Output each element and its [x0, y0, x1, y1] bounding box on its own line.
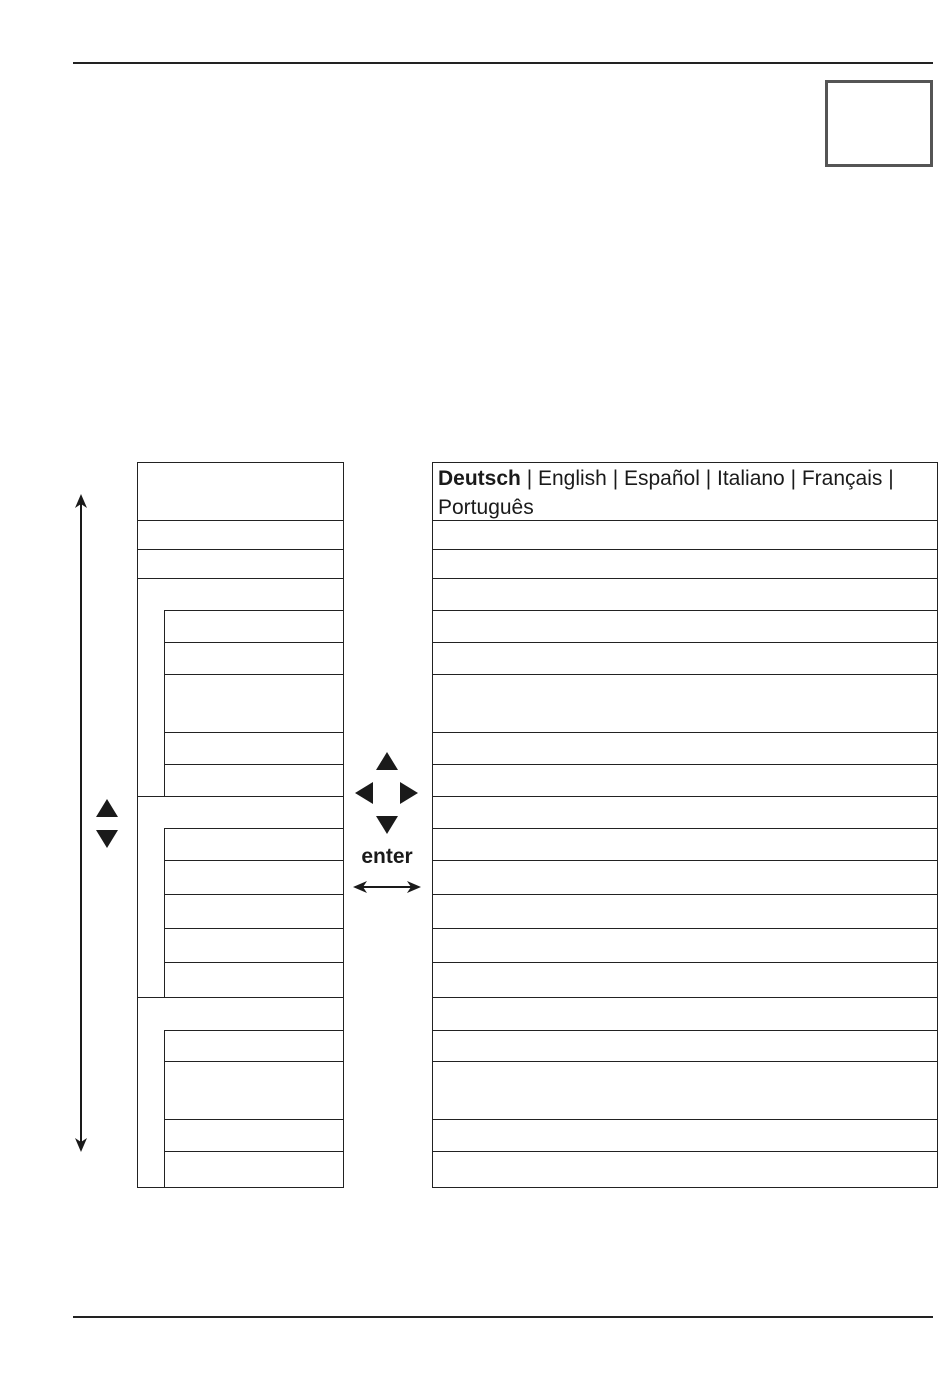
menu-row[interactable]	[137, 520, 344, 550]
value-row[interactable]	[432, 674, 938, 733]
horizontal-double-arrow-icon	[353, 880, 421, 894]
submenu-row[interactable]	[164, 732, 344, 765]
menu-row[interactable]	[137, 549, 344, 579]
value-row[interactable]	[432, 997, 938, 1031]
submenu-row[interactable]	[164, 828, 344, 861]
submenu-row[interactable]	[164, 860, 344, 895]
group-indent-line	[137, 578, 138, 797]
submenu-row[interactable]	[164, 928, 344, 963]
nav-right-icon[interactable]	[400, 782, 418, 804]
submenu-row[interactable]	[164, 764, 344, 797]
value-row[interactable]	[432, 1119, 938, 1152]
group-bottom-edge	[137, 1187, 165, 1188]
submenu-row[interactable]	[164, 1061, 344, 1120]
value-row[interactable]	[432, 610, 938, 643]
group-indent-line	[137, 796, 138, 998]
value-row[interactable]	[432, 860, 938, 895]
value-row[interactable]	[432, 642, 938, 675]
value-row[interactable]	[432, 1061, 938, 1120]
menu-row[interactable]	[137, 462, 344, 521]
down-triangle-icon[interactable]	[96, 830, 118, 848]
value-row[interactable]	[432, 1030, 938, 1062]
vertical-double-arrow-icon	[74, 494, 88, 1152]
enter-label[interactable]: enter	[361, 845, 413, 868]
language-option[interactable]: Español	[624, 467, 700, 490]
value-row[interactable]	[432, 828, 938, 861]
language-option-selected[interactable]: Deutsch	[438, 467, 521, 490]
menu-group-header[interactable]	[137, 796, 344, 829]
submenu-row[interactable]	[164, 962, 344, 998]
value-row[interactable]	[432, 732, 938, 765]
language-option[interactable]: Français	[801, 467, 883, 490]
language-option[interactable]: Português	[438, 496, 534, 519]
language-option[interactable]: English	[537, 467, 607, 490]
language-option[interactable]: Italiano	[717, 467, 785, 490]
value-row[interactable]	[432, 520, 938, 550]
value-row[interactable]	[432, 796, 938, 829]
value-row[interactable]	[432, 962, 938, 998]
value-row[interactable]	[432, 928, 938, 963]
submenu-row[interactable]	[164, 610, 344, 643]
submenu-row[interactable]	[164, 674, 344, 733]
submenu-row[interactable]	[164, 1030, 344, 1062]
submenu-row[interactable]	[164, 894, 344, 929]
value-row[interactable]	[432, 764, 938, 797]
top-rule	[73, 62, 933, 64]
corner-tab-box	[825, 80, 933, 167]
bottom-rule	[73, 1316, 933, 1318]
menu-group-header[interactable]	[137, 997, 344, 1031]
value-row[interactable]	[432, 549, 938, 579]
up-triangle-icon[interactable]	[96, 799, 118, 817]
value-row[interactable]	[432, 578, 938, 611]
nav-left-icon[interactable]	[355, 782, 373, 804]
nav-up-icon[interactable]	[376, 752, 398, 770]
group-indent-line	[137, 997, 138, 1188]
value-row[interactable]	[432, 1151, 938, 1188]
language-options: Deutsch | English | Español | Italiano | Français | Português	[438, 467, 894, 519]
nav-down-icon[interactable]	[376, 816, 398, 834]
menu-group-header[interactable]	[137, 578, 344, 611]
submenu-row[interactable]	[164, 1151, 344, 1188]
submenu-row[interactable]	[164, 1119, 344, 1152]
value-row[interactable]	[432, 894, 938, 929]
submenu-row[interactable]	[164, 642, 344, 675]
